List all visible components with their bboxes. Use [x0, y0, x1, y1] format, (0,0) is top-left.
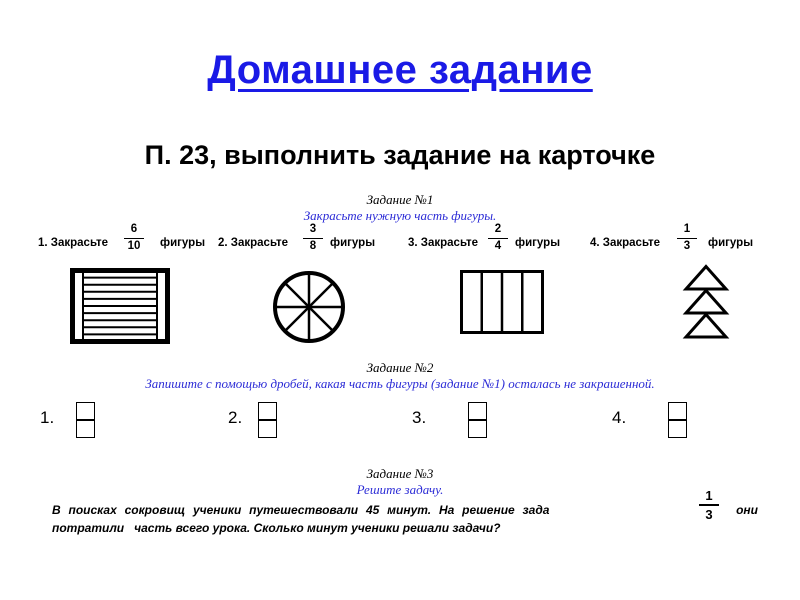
fraction-bar: [677, 238, 697, 240]
fraction-numerator: 1: [705, 488, 713, 503]
task1-item-4-prefix: 4. Закрасьте: [590, 237, 661, 249]
fraction-denominator: 4: [494, 240, 502, 252]
fraction-denominator: 10: [127, 240, 141, 252]
fraction-numerator: 1: [683, 223, 691, 235]
task3-text-line-2: потратили часть всего урока. Сколько минут ученики решали задачи?: [52, 521, 501, 535]
task3-text-line-1: [52, 500, 758, 520]
fraction-denominator: 3: [683, 240, 691, 252]
task1-item-2-prefix: 2. Закрасьте: [218, 237, 289, 249]
task3-instruction: Решите задачу.: [356, 482, 444, 497]
figure-column-rectangle[interactable]: [460, 270, 544, 334]
figure-sectors: [275, 273, 343, 341]
fraction-numerator: 6: [130, 223, 138, 235]
triangle-part: [686, 291, 726, 314]
answer-1-fraction-box[interactable]: [76, 402, 95, 438]
task3-text-line-1-end: они: [736, 503, 758, 517]
task1-item-3-prefix: 3. Закрасьте: [408, 237, 479, 249]
task1-item-4-fraction: [675, 224, 699, 253]
answer-2-fraction-box[interactable]: [258, 402, 277, 438]
fraction-line: [669, 419, 686, 421]
task2-instruction: Запишите с помощью дробей, какая часть фигуры (задание №1) осталась не закрашенной.: [145, 376, 655, 391]
task2-heading: Задание №2: [366, 360, 434, 375]
task1-item-3-fraction: [486, 224, 510, 253]
task3-fraction: [697, 489, 721, 521]
task1-heading: Задание №1: [366, 192, 434, 207]
page-title: Домашнее задание: [207, 48, 593, 92]
triangle-part: [686, 267, 726, 290]
page-subtitle: П. 23, выполнить задание на карточке: [144, 140, 656, 170]
task1-item-2-suffix: фигуры: [330, 237, 376, 249]
answer-4-number: 4.: [612, 408, 627, 427]
task1-item-2-fraction: [301, 224, 325, 253]
task3-heading: Задание №3: [366, 466, 434, 481]
task1-item-1-prefix: 1. Закрасьте: [38, 237, 109, 249]
fraction-denominator: 3: [705, 506, 713, 522]
fraction-bar: [124, 238, 144, 240]
answer-2-number: 2.: [228, 408, 243, 427]
fraction-bar: [699, 504, 719, 506]
figure-striped-rectangle[interactable]: [70, 268, 170, 344]
triangle-part: [686, 315, 726, 338]
task1-item-3-suffix: фигуры: [515, 237, 561, 249]
figure-sector-circle[interactable]: [272, 270, 346, 344]
task1-instruction: Закрасьте нужную часть фигуры.: [303, 208, 497, 223]
figure-stacked-triangles[interactable]: [684, 265, 728, 337]
answer-3-number: 3.: [412, 408, 427, 427]
fraction-denominator: 8: [309, 240, 317, 252]
fraction-numerator: 2: [494, 223, 502, 235]
task1-item-1-fraction: [122, 224, 146, 253]
answer-1-number: 1.: [40, 408, 55, 427]
answer-3-fraction-box[interactable]: [468, 402, 487, 438]
task1-item-4-suffix: фигуры: [708, 237, 754, 249]
task3-text-line-1-start: В поисках сокровищ ученики путешествовали 45 минут. На решение зада: [52, 503, 550, 517]
answer-4-fraction-box[interactable]: [668, 402, 687, 438]
fraction-line: [469, 419, 486, 421]
fraction-line: [77, 419, 94, 421]
fraction-line: [259, 419, 276, 421]
fraction-bar: [488, 238, 508, 240]
figure-triangles: [686, 267, 726, 338]
fraction-bar: [303, 238, 323, 240]
fraction-numerator: 3: [309, 223, 317, 235]
task1-item-1-suffix: фигуры: [160, 237, 206, 249]
